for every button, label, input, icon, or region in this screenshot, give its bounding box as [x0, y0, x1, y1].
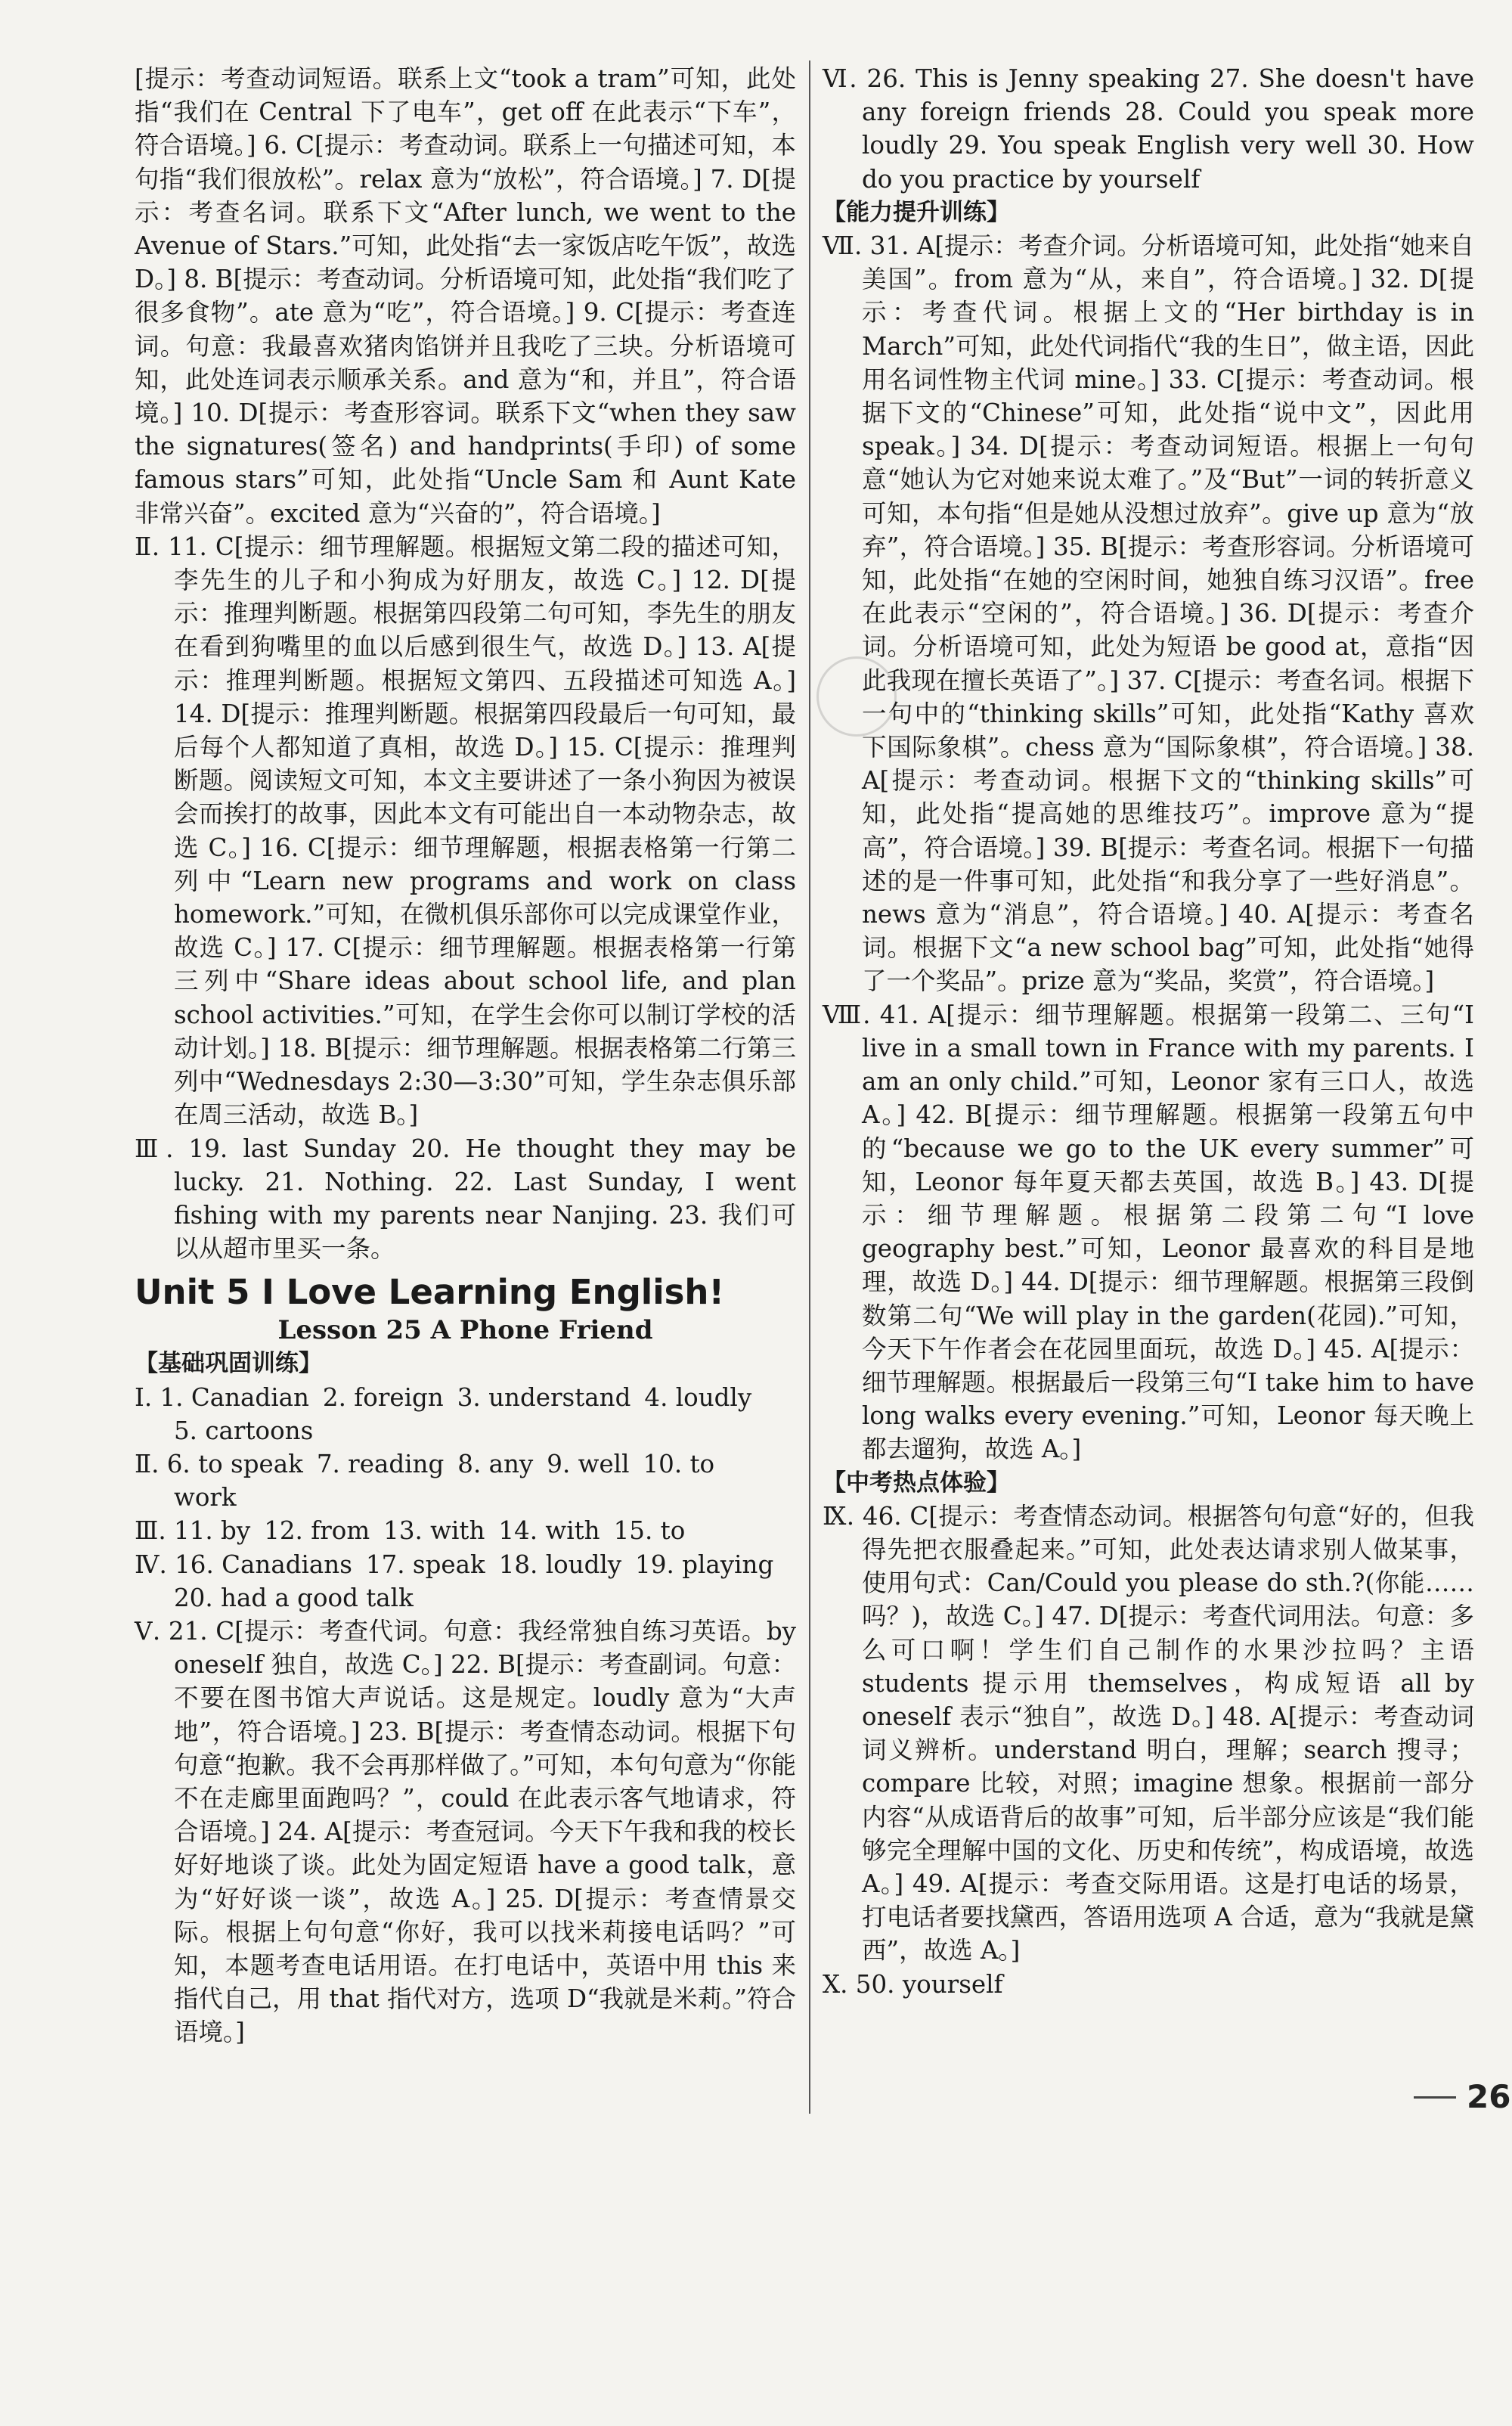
- left-column: [135, 62, 796, 2049]
- lesson-title: Lesson 25 A Phone Friend: [277, 1315, 653, 1346]
- section-heading-ability: 【能力提升训练】: [823, 198, 1010, 226]
- page-number-dash: [1414, 2096, 1456, 2099]
- answer-item: 20. had a good talk: [174, 1583, 414, 1612]
- answer-section-3: Ⅲ. 19. last Sunday 20. He thought they may be lucky. 21. Nothing. 22. Last Sunday, I went fishing with my parents near Nanjing. 23. 我们可以从超市里买一条。: [135, 1134, 796, 1264]
- answer-item: 19. playing: [635, 1550, 774, 1579]
- exercise-2: [135, 1447, 796, 1481]
- answer-item: Ⅰ. 1. Canadian: [135, 1382, 309, 1412]
- answer-item: 17. speak: [365, 1550, 485, 1579]
- answer-section-6: Ⅵ. 26. This is Jenny speaking 27. She doesn't have any foreign friends 28. Could you speak more loudly 29. You speak English very well 30. How do you practice by yourself: [823, 64, 1474, 194]
- answer-item: 3. understand: [457, 1382, 631, 1412]
- answer-section-7: Ⅶ. 31. A[提示：考查介词。分析语境可知，此处指“她来自美国”。from 意为“从，来自”，符合语境。] 32. D[提示：考查代词。根据上文的“Her birthday is in March”可知，此处代词指代“我的生日”，做主语，因此用名词性物主代词 mine。] 33. C[提示：考查动词。根据下文的“Chinese”可知，此处指“说中文”，因此用 speak。] 34. D[提示：考查动词短语。根据上一句句意“她认为它对她来说太难了。”及“But”一词的转折意义可知，本句指“但是她从没想过放弃”。give up 意为“放弃”，符合语境。] 35. B[提示：考查形容词。分析语境可知，此处指“在她的空闲时间，她独自练习汉语”。free 在此表示“空闲的”，符合语境。] 36. D[提示：考查介词。分析语境可知，此处为短语 be good at，意指“因此我现在擅长英语了”。] 37. C[提示：考查名词。根据下一句中的“thinking skills”可知，此处指“Kathy 喜欢下国际象棋”。chess 意为“国际象棋”，符合语境。] 38. A[提示：考查动词。根据下文的“thinking skills”可知，此处指“提高她的思维技巧”。improve 意为“提高”，符合语境。] 39. B[提示：考查名词。根据下一句描述的是一件事可知，此处指“和我分享了一些好消息”。news 意为“消息”，符合语境。] 40. A[提示：考查名词。根据下文“a new school bag”可知，此处指“她得了一个奖品”。prize 意为“奖品，奖赏”，符合语境。]: [823, 231, 1474, 996]
- answer-item: Ⅱ. 6. to speak: [135, 1449, 303, 1478]
- answer-item: 8. any: [457, 1449, 534, 1478]
- answer-item: 9. well: [547, 1449, 630, 1478]
- answer-item: Ⅲ. 11. by: [135, 1516, 251, 1546]
- answer-item: 2. foreign: [322, 1382, 444, 1412]
- exercise-3: [135, 1514, 796, 1547]
- answer-section-10: Ⅹ. 50. yourself: [823, 1969, 1003, 1999]
- answer-item: 13. with: [383, 1516, 485, 1546]
- right-column: [823, 62, 1474, 2001]
- answer-section-9: Ⅸ. 46. C[提示：考查情态动词。根据答句句意“好的，但我得先把衣服叠起来。”可知，此处表达请求别人做某事，使用句式：Can/Could you please do sth.?(你能……吗？)，故选 C。] 47. D[提示：考查代词用法。句意：多么可口啊！学生们自己制作的水果沙拉吗？主语 students 提示用 themselves，构成短语 all by oneself 表示“独自”，故选 D。] 48. A[提示：考查动词词义辨析。understand 明白，理解；search 搜寻；compare 比较，对照；imagine 想象。根据前一部分内容“从成语背后的故事”可知，后半部分应该是“我们能够完全理解中国的文化、历史和传统”，构成语境，故选 A。] 49. A[提示：考查交际用语。这是打电话的场景，打电话者要找黛西，答语用选项 A 合适，意为“我就是黛西”，故选 A。]: [823, 1501, 1474, 1965]
- answer-item: Ⅳ. 16. Canadians: [135, 1550, 352, 1579]
- answer-item: 4. loudly: [644, 1382, 752, 1412]
- exercise-1: [135, 1381, 796, 1414]
- answer-item: work: [174, 1483, 237, 1512]
- answer-item: 7. reading: [316, 1449, 445, 1478]
- unit-title: Unit 5 I Love Learning English!: [135, 1272, 724, 1313]
- column-divider: [809, 60, 810, 2114]
- answer-item: 18. loudly: [498, 1550, 622, 1579]
- answer-section-2: Ⅱ. 11. C[提示：细节理解题。根据短文第二段的描述可知，李先生的儿子和小狗成为好朋友，故选 C。] 12. D[提示：推理判断题。根据第四段第二句可知，李先生的朋友在看到狗嘴里的血以后感到很生气，故选 D。] 13. A[提示：推理判断题。根据短文第四、五段描述可知选 A。] 14. D[提示：推理判断题。根据第四段最后一句可知，最后每个人都知道了真相，故选 D。] 15. C[提示：推理判断题。阅读短文可知，本文主要讲述了一条小狗因为被误会而挨打的故事，因此本文有可能出自一本动物杂志，故选 C。] 16. C[提示：细节理解题，根据表格第一行第二列中“Learn new programs and work on class homework.”可知，在微机俱乐部你可以完成课堂作业，故选 C。] 17. C[提示：细节理解题。根据表格第一行第三列中“Share ideas about school life, and plan school activities.”可知，在学生会你可以制订学校的活动计划。] 18. B[提示：细节理解题。根据表格第二行第三列中“Wednesdays 2:30—3:30”可知，学生杂志俱乐部在周三活动，故选 B。]: [135, 532, 796, 1130]
- answer-section-5: Ⅴ. 21. C[提示：考查代词。句意：我经常独自练习英语。by oneself 独自，故选 C。] 22. B[提示：考查副词。句意：不要在图书馆大声说话。这是规定。loudly 意为“大声地”，符合语境。] 23. B[提示：考查情态动词。根据下句句意“抱歉。我不会再那样做了。”可知，本句句意为“你能不在走廊里面跑吗？”，could 在此表示客气地请求，符合语境。] 24. A[提示：考查冠词。今天下午我和我的校长好好地谈了谈。此处为固定短语 have a good talk，意为“好好谈一谈”，故选 A。] 25. D[提示：考查情景交际。根据上句句意“你好，我可以找米莉接电话吗？”可知，本题考查电话用语。在打电话中，英语中用 this 来指代自己，用 that 指代对方，选项 D“我就是米莉。”符合语境。]: [135, 1616, 796, 2047]
- answer-item: 15. to: [613, 1516, 686, 1546]
- answer-paragraph-ch4: [提示：考查动词短语。联系上文“took a tram”可知，此处指“我们在 Central 下了电车”，get off 在此表示“下车”，符合语境。] 6. C[提示：考查动词。联系上一句描述可知，本句指“我们很放松”。relax 意为“放松”，符合语境。] 7. D[提示：考查名词。联系下文“After lunch, we went to the Avenue of Stars.”可知，此处指“去一家饭店吃午饭”，故选 D。] 8. B[提示：考查动词。分析语境可知，此处指“我们吃了很多食物”。ate 意为“吃”，符合语境。] 9. C[提示：考查连词。句意：我最喜欢猪肉馅饼并且我吃了三块。分析语境可知，此处连词表示顺承关系。and 意为“和，并且”，符合语境。] 10. D[提示：考查形容词。联系下文“when they saw the signatures(签名) and handprints(手印) of some famous stars”可知，此处指“Uncle Sam 和 Aunt Kate 非常兴奋”。excited 意为“兴奋的”，符合语境。]: [135, 64, 796, 528]
- answer-item: 5. cartoons: [174, 1416, 314, 1445]
- exercise-4: [135, 1548, 796, 1581]
- answer-section-8: Ⅷ. 41. A[提示：细节理解题。根据第一段第二、三句“I live in a small town in France with my parents. I am an only child.”可知，Leonor 家有三口人，故选 A。] 42. B[提示：细节理解题。根据第一段第五句中的“because we go to the UK every summer”可知，Leonor 每年夏天都去英国，故选 B。] 43. D[提示：细节理解题。根据第二段第二句“I love geography best.”可知，Leonor 最喜欢的科目是地理，故选 D。] 44. D[提示：细节理解题。根据第三段倒数第二句“We will play in the garden(花园).”可知，今天下午作者会在花园里面玩，故选 D。] 45. A[提示：细节理解题。根据最后一段第三句“I take him to have long walks every evening.”可知，Leonor 每天晚上都去遛狗，故选 A。]: [823, 1000, 1474, 1464]
- section-heading-exam: 【中考热点体验】: [823, 1469, 1010, 1497]
- page-number: 26: [1467, 2078, 1511, 2115]
- answer-item: 10. to: [643, 1449, 715, 1478]
- answer-item: 14. with: [498, 1516, 600, 1546]
- answer-item: 12. from: [264, 1516, 370, 1546]
- section-heading-basic: 【基础巩固训练】: [135, 1350, 322, 1378]
